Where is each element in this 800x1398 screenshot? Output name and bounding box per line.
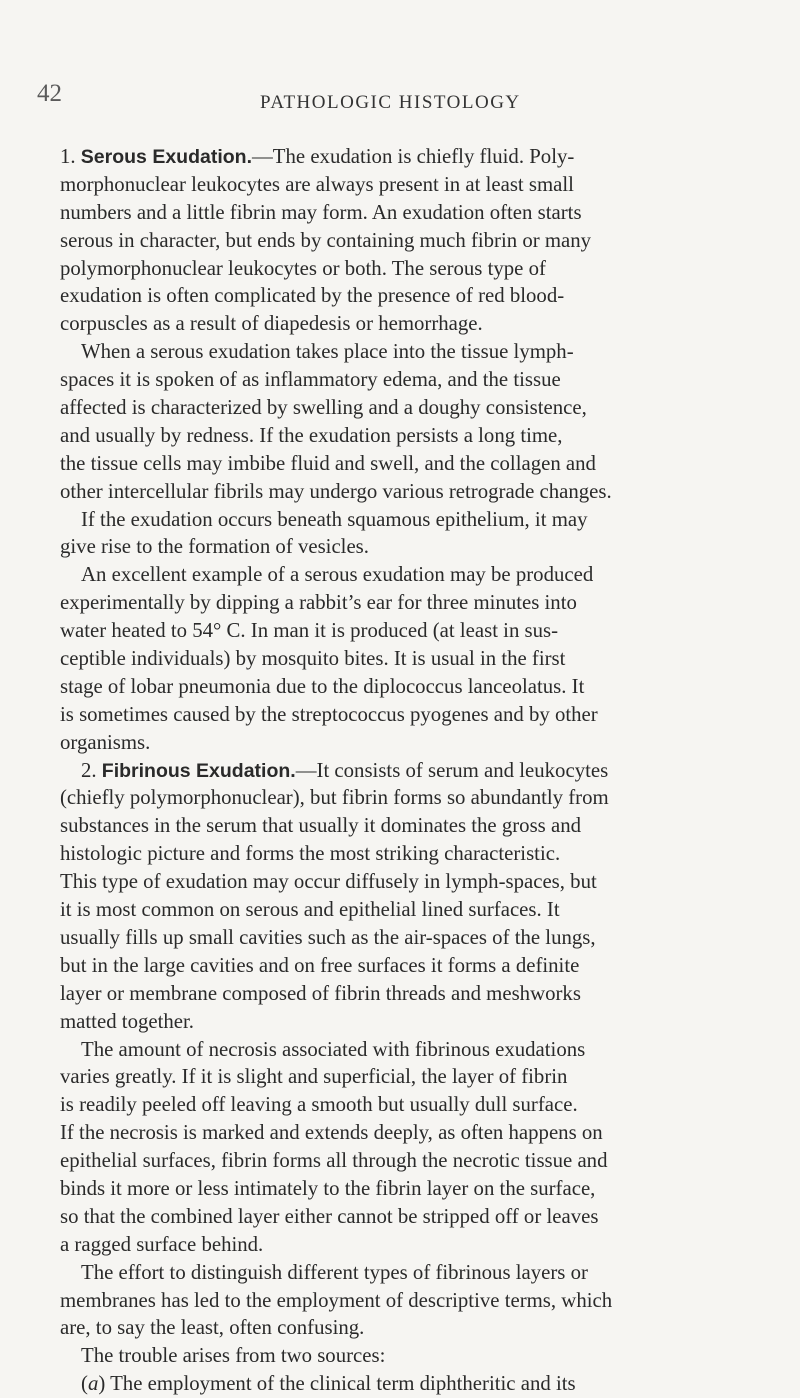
text-line xyxy=(60,1147,764,1175)
line-text: water heated to 54° C. In man it is produced (at least in sus- xyxy=(60,619,559,643)
running-head: PATHOLOGIC HISTOLOGY xyxy=(260,92,521,113)
text-line xyxy=(60,729,764,757)
text-line xyxy=(60,1342,764,1370)
line-text: spaces it is spoken of as inflammatory edema, and the tissue xyxy=(60,368,561,392)
line-text: so that the combined layer either cannot be stripped off or leaves xyxy=(60,1204,599,1228)
text-line xyxy=(60,1008,764,1036)
text-line xyxy=(60,812,764,840)
line-text: The amount of necrosis associated with fibrinous exudations xyxy=(81,1037,586,1061)
text-line xyxy=(60,924,764,952)
line-text: substances in the serum that usually it dominates the gross and xyxy=(60,814,581,838)
line-text: histologic picture and forms the most striking characteristic. xyxy=(60,842,561,866)
line-text: stage of lobar pneumonia due to the diplococcus lanceolatus. It xyxy=(60,674,585,698)
line-text: The exudation is chiefly fluid. Poly- xyxy=(272,145,575,168)
text-line xyxy=(60,533,764,561)
text-line xyxy=(60,617,764,645)
text-line xyxy=(60,338,764,366)
text-line xyxy=(60,1119,764,1147)
line-text: but in the large cavities and on free surfaces it forms a definite xyxy=(60,953,580,977)
line-text: This type of exudation may occur diffusely in lymph-spaces, but xyxy=(60,870,597,894)
text-line xyxy=(60,199,764,227)
text-line xyxy=(60,171,764,199)
text-line xyxy=(60,255,764,283)
line-text: The effort to distinguish different types of fibrinous layers or xyxy=(81,1260,588,1284)
text-line xyxy=(60,840,764,868)
line-text: membranes has led to the employment of descriptive terms, which xyxy=(60,1288,613,1312)
text-line xyxy=(60,143,764,171)
text-line xyxy=(60,701,764,729)
line-text: binds it more or less intimately to the fibrin layer on the surface, xyxy=(60,1176,596,1200)
line-text: epithelial surfaces, fibrin forms all through the necrotic tissue and xyxy=(60,1149,608,1173)
section-heading: Serous Exudation. xyxy=(80,146,252,168)
line-text: If the exudation occurs beneath squamous epithelium, it may xyxy=(81,507,588,531)
text-line xyxy=(60,952,764,980)
line-text: layer or membrane composed of fibrin threads and meshworks xyxy=(60,981,581,1005)
text-line xyxy=(60,366,764,394)
page-number: 42 xyxy=(37,80,62,107)
line-text: (chiefly polymorphonuclear), but fibrin forms so abundantly from xyxy=(60,786,609,810)
line-text: The trouble arises from two sources: xyxy=(81,1344,386,1368)
line-text: ceptible individuals) by mosquito bites. It is usual in the first xyxy=(60,647,566,671)
dash: — xyxy=(295,758,317,782)
text-line xyxy=(60,1287,764,1315)
text-line xyxy=(60,1063,764,1091)
line-text: numbers and a little fibrin may form. An exudation often starts xyxy=(60,200,582,224)
line-text: organisms. xyxy=(60,730,151,754)
section-heading: Fibrinous Exudation. xyxy=(101,759,296,782)
line-text: The employment of the clinical term diphtheritic and its xyxy=(105,1372,576,1396)
text-line xyxy=(60,645,764,673)
line-text: morphonuclear leukocytes are always present in at least small xyxy=(60,172,574,196)
text-line xyxy=(60,478,764,506)
line-text: If the necrosis is marked and extends deeply, as often happens on xyxy=(60,1121,603,1145)
text-line xyxy=(60,1203,764,1231)
text-line xyxy=(60,673,764,701)
section-number: 2. xyxy=(81,758,102,782)
line-text: and usually by redness. If the exudation persists a long time, xyxy=(60,423,563,447)
text-line xyxy=(60,1370,764,1398)
line-text: It consists of serum and leukocytes xyxy=(316,758,609,782)
text-line xyxy=(60,282,764,310)
line-text: affected is characterized by swelling and a doughy consistence, xyxy=(60,396,587,420)
text-line xyxy=(60,589,764,617)
text-line xyxy=(60,394,764,422)
text-line xyxy=(60,1091,764,1119)
text-line xyxy=(60,561,764,589)
text-line xyxy=(60,422,764,450)
line-text: other intercellular fibrils may undergo various retrograde changes. xyxy=(60,479,612,503)
text-line xyxy=(60,896,764,924)
line-text: When a serous exudation takes place into the tissue lymph- xyxy=(81,340,574,364)
text-line xyxy=(60,1036,764,1064)
text-line xyxy=(60,1259,764,1287)
body-text xyxy=(60,143,764,1398)
line-text: polymorphonuclear leukocytes or both. The serous type of xyxy=(60,256,546,280)
text-line xyxy=(60,450,764,478)
line-text: corpuscles as a result of diapedesis or hemorrhage. xyxy=(60,312,483,336)
text-line xyxy=(60,1314,764,1342)
line-text: usually fills up small cavities such as the air-spaces of the lungs, xyxy=(60,925,596,949)
paren-close: ) xyxy=(98,1372,106,1396)
line-text: it is most common on serous and epithelial lined surfaces. It xyxy=(60,898,560,922)
line-text: the tissue cells may imbibe fluid and swell, and the collagen and xyxy=(60,451,596,475)
paren-open: ( xyxy=(81,1372,88,1396)
line-text: is sometimes caused by the streptococcus pyogenes and by other xyxy=(60,702,598,726)
dash: — xyxy=(252,145,273,168)
text-line xyxy=(60,310,764,338)
line-text: give rise to the formation of vesicles. xyxy=(60,535,369,559)
line-text: matted together. xyxy=(60,1009,194,1033)
line-text: An excellent example of a serous exudation may be produced xyxy=(81,563,594,587)
line-text: varies greatly. If it is slight and superficial, the layer of fibrin xyxy=(60,1065,568,1089)
list-letter: a xyxy=(87,1372,99,1396)
text-line xyxy=(60,1231,764,1259)
text-line xyxy=(60,506,764,534)
line-text: are, to say the least, often confusing. xyxy=(60,1316,365,1340)
text-line xyxy=(60,868,764,896)
text-line xyxy=(60,227,764,255)
line-text: serous in character, but ends by containing much fibrin or many xyxy=(60,228,592,252)
line-text: exudation is often complicated by the presence of red blood- xyxy=(60,284,565,308)
line-text: a ragged surface behind. xyxy=(60,1232,264,1256)
line-text: experimentally by dipping a rabbit’s ear for three minutes into xyxy=(60,591,577,615)
text-line xyxy=(60,757,764,785)
text-line xyxy=(60,1175,764,1203)
line-text: is readily peeled off leaving a smooth but usually dull surface. xyxy=(60,1093,578,1117)
text-line xyxy=(60,980,764,1008)
section-number: 1. xyxy=(60,145,81,168)
text-line xyxy=(60,784,764,812)
